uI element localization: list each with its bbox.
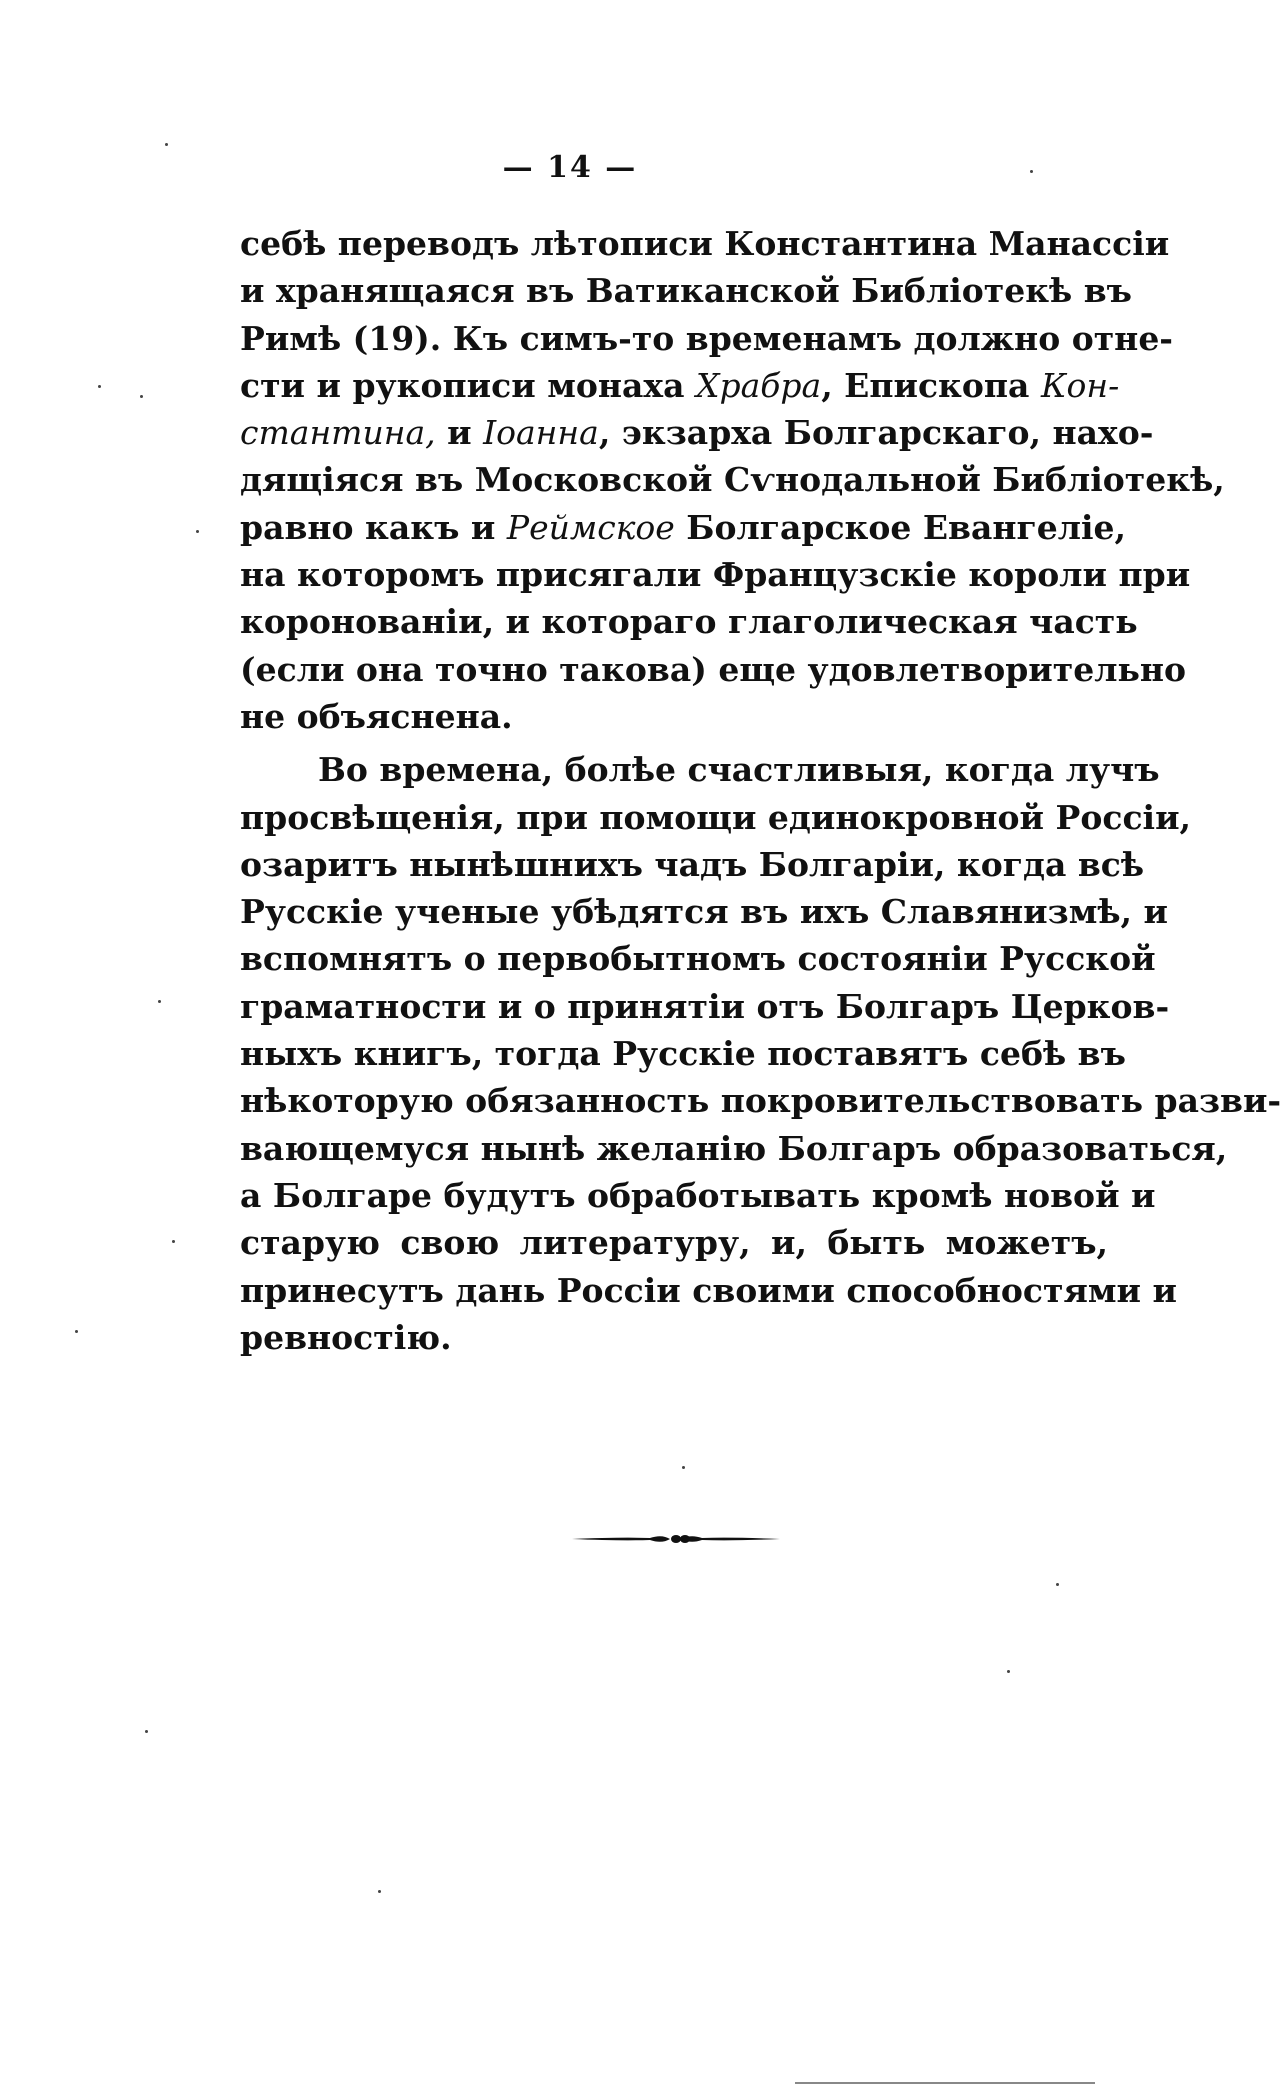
text-line — [240, 551, 1191, 598]
body-text — [240, 220, 1281, 1361]
text-line — [240, 888, 1169, 935]
text-segment: не объяснена. — [240, 696, 513, 736]
text-line — [240, 1314, 1108, 1361]
text-line — [240, 1030, 1126, 1077]
text-segment: дящіяся въ Московской Сѵнодальной Библіотекѣ, — [240, 460, 1225, 500]
scan-speck — [1007, 1670, 1010, 1673]
italic-text: Храбра — [695, 365, 822, 405]
scan-speck — [75, 1330, 78, 1333]
text-line — [240, 267, 1132, 314]
text-line — [240, 935, 1156, 982]
text-segment: Во времена, болѣе счастливыя, когда лучъ — [318, 750, 1160, 790]
text-line — [240, 746, 1160, 793]
text-segment: нѣкоторую обязанность покровительствовать разви- — [240, 1081, 1281, 1121]
text-segment: , экзарха Болгарскаго, нахо- — [598, 413, 1154, 453]
scan-edge-line — [795, 2082, 1095, 2084]
text-line — [240, 1267, 1177, 1314]
text-line — [240, 1125, 1228, 1172]
italic-text: Іоанна — [483, 413, 599, 453]
scan-speck — [145, 1730, 148, 1733]
text-segment: принесутъ дань Россіи своими способностями и — [240, 1270, 1177, 1310]
text-line — [240, 456, 1225, 503]
text-segment: Римѣ (19). Къ симъ-то временамъ должно отне- — [240, 318, 1174, 358]
text-line — [240, 504, 1126, 551]
scan-speck — [682, 1466, 685, 1469]
text-segment: просвѣщенія, при помощи единокровной Россіи, — [240, 797, 1192, 837]
scan-speck — [140, 395, 143, 398]
italic-text: стантина, — [240, 413, 436, 453]
text-segment: а Болгаре будутъ обработывать кромѣ новой и — [240, 1175, 1156, 1215]
text-line — [240, 1172, 1156, 1219]
text-line — [240, 983, 1170, 1030]
text-segment: на которомъ присягали Французскіе короли при — [240, 555, 1191, 595]
scan-speck — [98, 385, 101, 388]
scan-speck — [1030, 170, 1033, 173]
text-line — [240, 794, 1192, 841]
scan-speck — [378, 1890, 381, 1893]
text-segment: коронованіи, и котораго глаголическая часть — [240, 602, 1138, 642]
paragraph — [240, 746, 1281, 1361]
text-segment: и — [435, 413, 484, 453]
scan-speck — [172, 1240, 175, 1243]
text-segment: ревностію. — [240, 1317, 452, 1357]
text-segment: вспомнятъ о первобытномъ состояніи Русской — [240, 939, 1156, 979]
text-line — [240, 646, 1187, 693]
scan-speck — [158, 1000, 161, 1003]
text-line — [240, 1219, 1108, 1266]
text-line — [240, 315, 1174, 362]
scan-speck — [165, 143, 168, 146]
text-segment: ныхъ книгъ, тогда Русскіе поставятъ себѣ въ — [240, 1034, 1126, 1074]
text-line — [240, 693, 1108, 740]
text-segment: (если она точно такова) еще удовлетворительно — [240, 649, 1187, 689]
text-line — [240, 598, 1138, 645]
italic-text: Реймское — [506, 507, 675, 547]
text-segment: равно какъ и — [240, 507, 507, 547]
text-line — [240, 362, 1120, 409]
italic-text: Кон- — [1040, 365, 1120, 405]
paragraph — [240, 220, 1225, 740]
text-line — [240, 220, 1170, 267]
text-segment: Болгарское Евангеліе, — [674, 507, 1126, 547]
text-segment: , Епископа — [821, 365, 1041, 405]
text-line — [240, 409, 1154, 456]
scan-speck — [1056, 1583, 1059, 1586]
tailpiece-flourish-icon — [570, 1528, 782, 1550]
text-segment: сти и рукописи монаха — [240, 365, 696, 405]
text-segment: озаритъ нынѣшнихъ чадъ Болгаріи, когда всѣ — [240, 844, 1145, 884]
text-segment: вающемуся нынѣ желанію Болгаръ образоваться, — [240, 1128, 1228, 1168]
page-number: — 14 — — [502, 150, 638, 185]
scan-speck — [196, 530, 199, 533]
text-segment: Русскіе ученые убѣдятся въ ихъ Славянизмѣ, и — [240, 892, 1169, 932]
text-line — [240, 1077, 1281, 1124]
text-segment: граматности и о принятіи отъ Болгаръ Церков- — [240, 986, 1170, 1026]
text-segment: и хранящаяся въ Ватиканской Библіотекѣ въ — [240, 271, 1132, 311]
text-segment: себѣ переводъ лѣтописи Константина Манассіи — [240, 224, 1170, 263]
text-line — [240, 841, 1145, 888]
text-segment: старую свою литературу, и, быть можетъ, — [240, 1223, 1108, 1263]
